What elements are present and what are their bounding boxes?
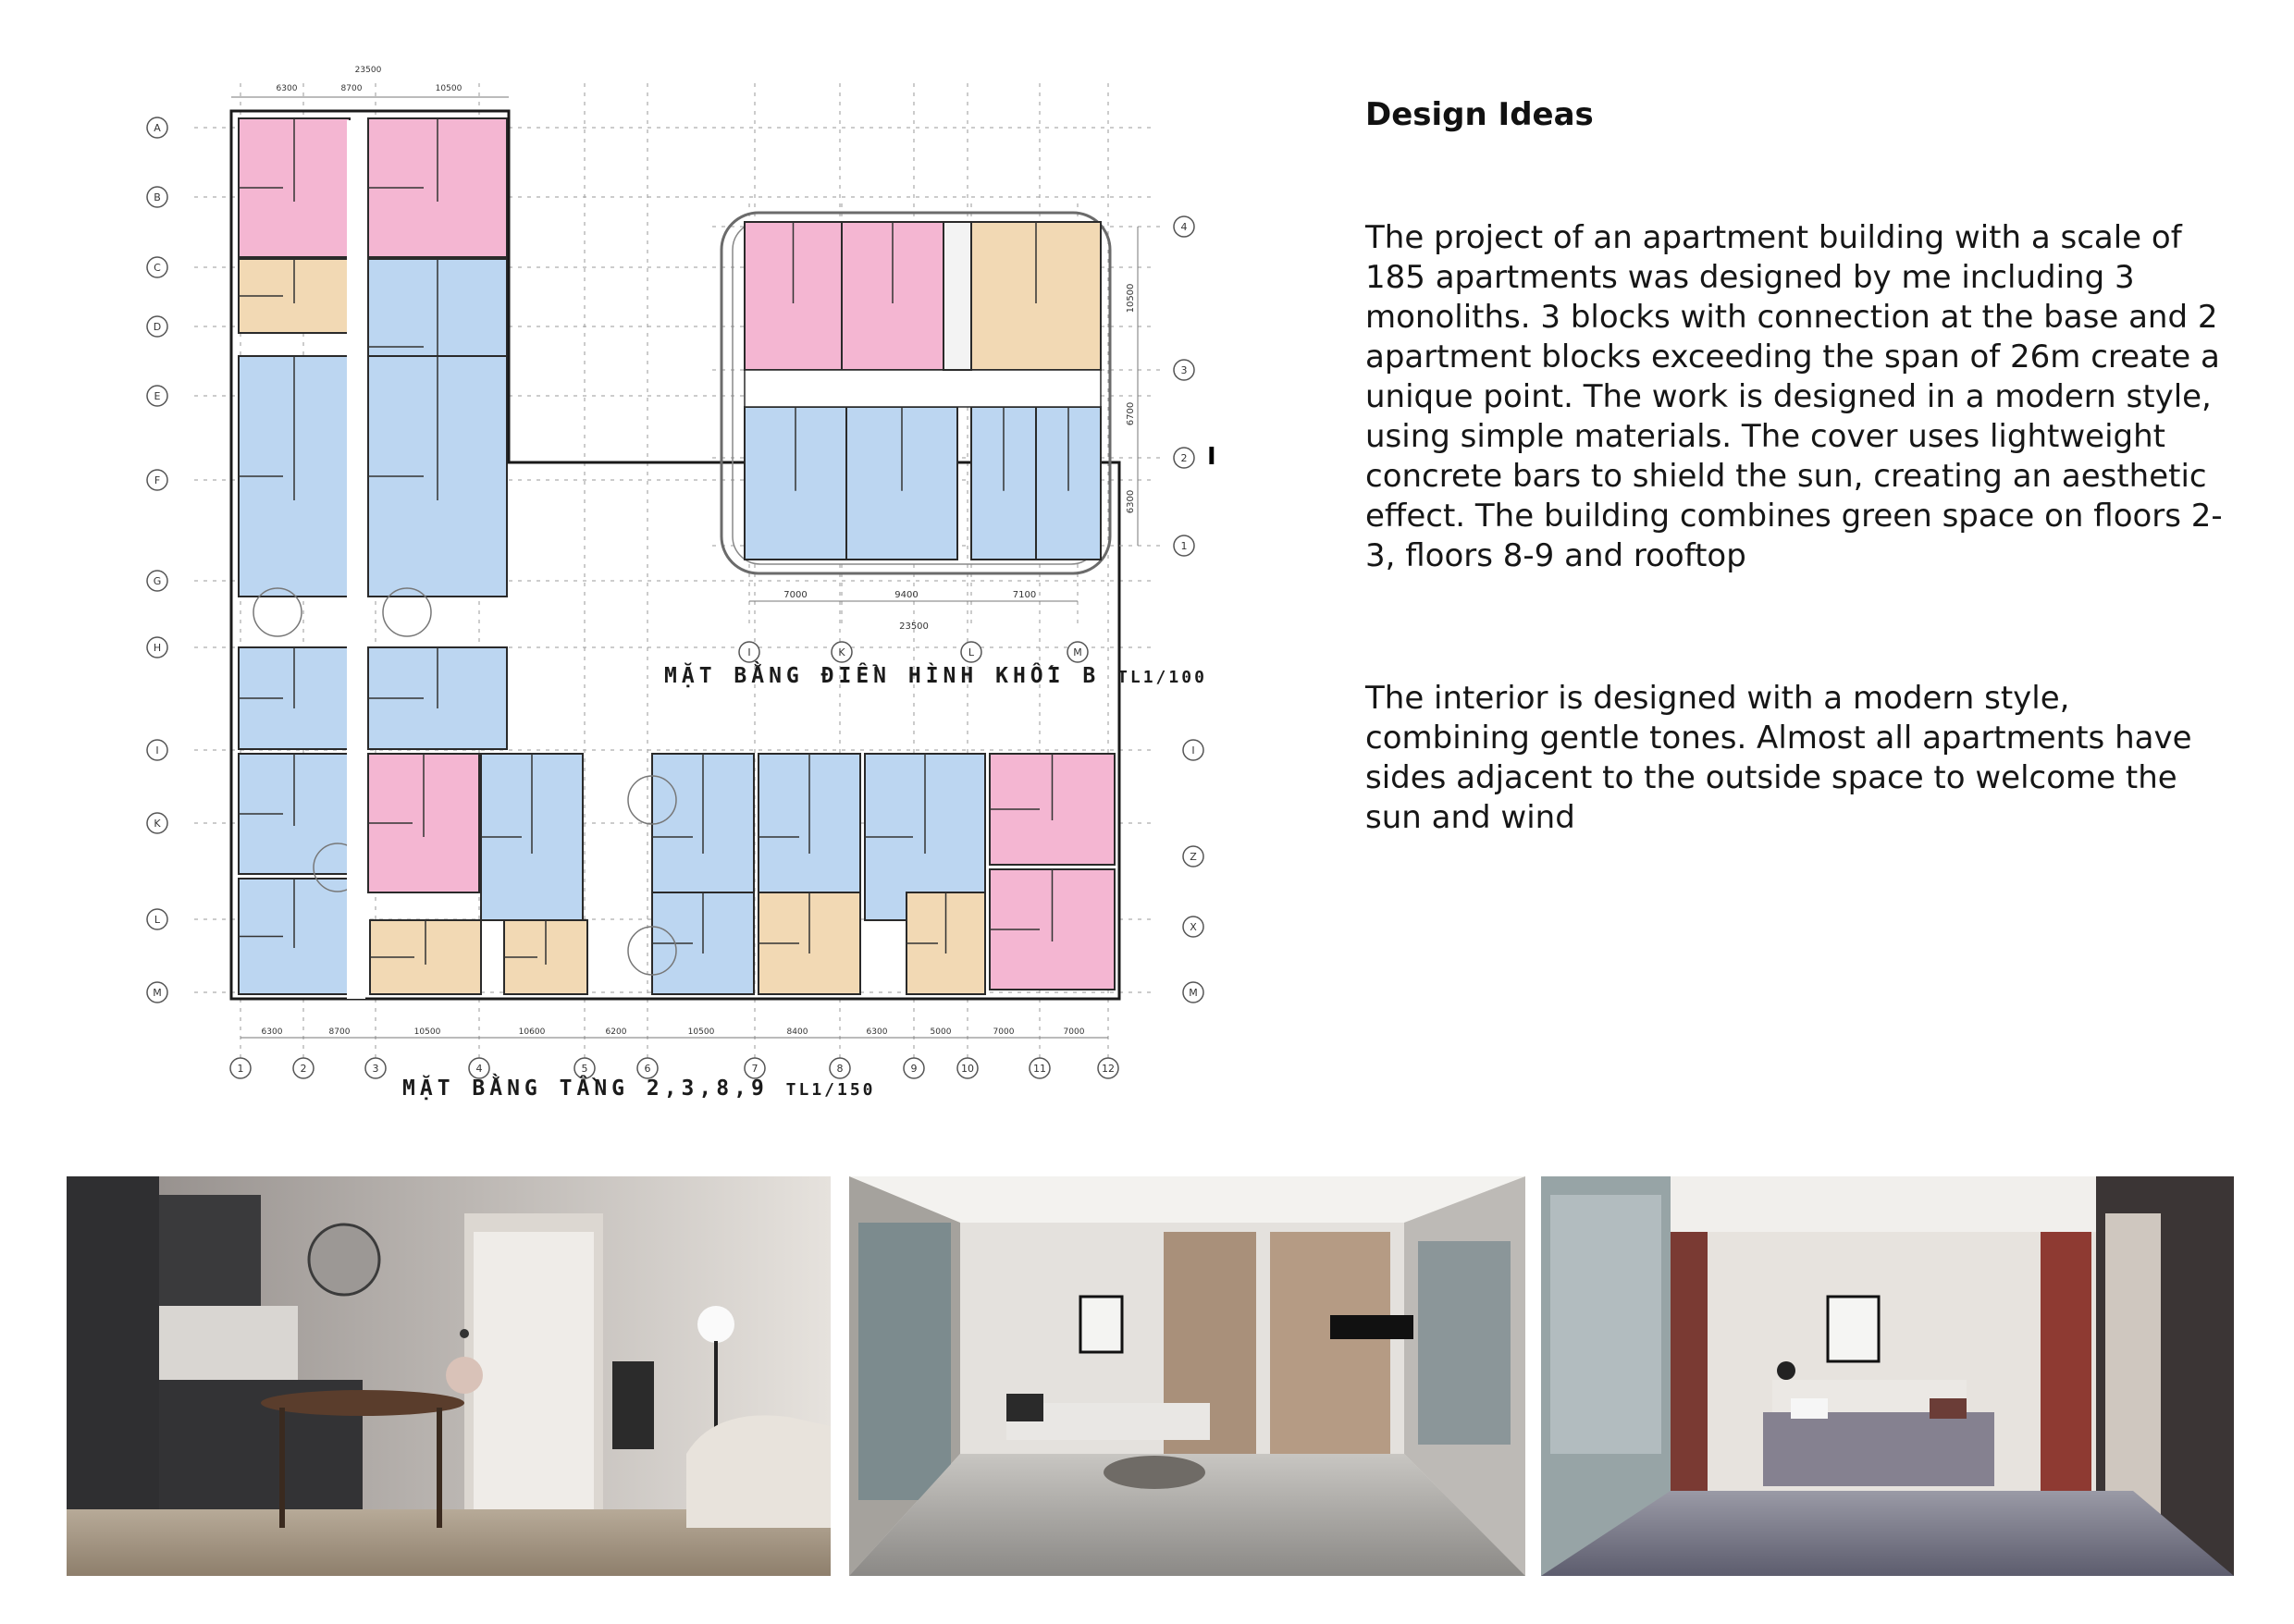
grid-col-7	[745, 1058, 765, 1078]
block-b-side-mark: I	[1207, 443, 1216, 471]
dimension-label: 23500	[354, 66, 382, 75]
grid-col-4	[469, 1058, 489, 1078]
block-b-plan	[703, 194, 1221, 675]
block-b-grid-row-2	[1174, 448, 1194, 468]
dimension-label: 10600	[518, 1027, 546, 1037]
grid-row-I	[147, 740, 167, 760]
svg-text:Z: Z	[1190, 851, 1197, 863]
grid-row-F	[147, 470, 167, 490]
kitchen-dining-render	[67, 1176, 831, 1576]
block-b-dimension-label: 6300	[1126, 489, 1136, 514]
block-b-grid-col-L	[961, 642, 981, 662]
grid-right-Z	[1183, 846, 1203, 867]
block-b-caption-main: MẶT BẰNG ĐIỂN HÌNH KHỐI B	[664, 664, 1101, 688]
description-paragraph-2: The interior is designed with a modern style, combining gentle tones. Almost all apartments have sides adjacent to the outside space to welcome the sun and wind	[1365, 680, 2192, 836]
block-b-dimension-label: 6700	[1126, 401, 1136, 426]
grid-col-6	[637, 1058, 658, 1078]
block-b-grid-bubbles-cols	[739, 642, 1088, 662]
block-b-grid-row-4	[1174, 216, 1194, 237]
dimension-label: 6300	[276, 84, 298, 93]
grid-row-K	[147, 813, 167, 833]
svg-text:3: 3	[1180, 364, 1188, 376]
block-b-bottom-dimensions	[749, 590, 1078, 632]
svg-text:1: 1	[237, 1063, 244, 1075]
grid-row-E	[147, 386, 167, 406]
grid-bubbles-cols	[230, 1058, 1118, 1078]
design-ideas-title: Design Ideas	[1365, 96, 1594, 133]
svg-text:K: K	[154, 818, 161, 830]
grid-row-D	[147, 316, 167, 337]
svg-text:12: 12	[1102, 1063, 1115, 1075]
grid-row-L	[147, 909, 167, 929]
svg-text:6: 6	[644, 1063, 651, 1075]
dimension-label: 6200	[605, 1027, 627, 1037]
svg-text:L: L	[968, 646, 975, 658]
dimension-label: 10500	[413, 1027, 441, 1037]
typical-floor-caption	[402, 1077, 876, 1101]
block-b-grid-col-K	[832, 642, 852, 662]
svg-text:D: D	[153, 321, 162, 333]
grid-bubbles-right	[1183, 740, 1203, 1003]
dimension-label: 7000	[1063, 1027, 1085, 1037]
block-b-dimension-label: 7100	[1012, 590, 1037, 600]
svg-text:4: 4	[475, 1063, 483, 1075]
grid-col-11	[1030, 1058, 1050, 1078]
svg-text:B: B	[154, 191, 161, 203]
svg-text:X: X	[1190, 921, 1197, 933]
grid-col-1	[230, 1058, 251, 1078]
grid-col-3	[365, 1058, 386, 1078]
svg-text:5: 5	[581, 1063, 588, 1075]
svg-text:3: 3	[372, 1063, 379, 1075]
block-b-units	[745, 222, 1101, 560]
grid-row-B	[147, 187, 167, 207]
svg-text:M: M	[153, 987, 162, 999]
block-b-core	[944, 222, 971, 370]
grid-right-M	[1183, 982, 1203, 1003]
svg-text:A: A	[154, 122, 161, 134]
svg-text:2: 2	[1180, 452, 1188, 464]
svg-text:M: M	[1189, 987, 1198, 999]
block-b-corridor	[745, 370, 1101, 407]
svg-text:E: E	[154, 390, 161, 402]
dimension-label: 8700	[328, 1027, 351, 1037]
grid-row-G	[147, 571, 167, 591]
top-dimensions	[231, 66, 509, 97]
grid-col-8	[830, 1058, 850, 1078]
block-b-grid-row-3	[1174, 360, 1194, 380]
block-b-grid-col-I	[739, 642, 759, 662]
block-b-dimension-label: 10500	[1126, 283, 1136, 314]
svg-text:10: 10	[961, 1063, 974, 1075]
block-b-caption-scale: TL1/100	[1117, 668, 1207, 687]
typical-floor-caption-scale: TL1/150	[785, 1080, 876, 1100]
block-b-caption	[664, 664, 1207, 688]
block-b-dimension-label: 9400	[894, 590, 919, 600]
grid-row-H	[147, 637, 167, 658]
grid-row-M	[147, 982, 167, 1003]
dimension-label: 5000	[930, 1027, 952, 1037]
svg-text:G: G	[153, 575, 162, 587]
bottom-dimensions	[240, 1027, 1108, 1038]
dimension-label: 8400	[786, 1027, 808, 1037]
svg-text:8: 8	[836, 1063, 844, 1075]
block-b-grid-col-M	[1067, 642, 1088, 662]
grid-col-5	[574, 1058, 595, 1078]
svg-text:K: K	[838, 646, 845, 658]
grid-row-C	[147, 257, 167, 277]
typical-floor-caption-main: MẶT BẰNG TẦNG 2,3,8,9	[402, 1077, 769, 1101]
grid-right-I	[1183, 740, 1203, 760]
grid-bubbles-rows	[147, 117, 167, 1003]
block-b-total-dimension: 23500	[899, 621, 929, 632]
svg-text:2: 2	[300, 1063, 307, 1075]
svg-text:L: L	[154, 914, 161, 926]
svg-text:M: M	[1073, 646, 1082, 658]
svg-text:11: 11	[1033, 1063, 1046, 1075]
block-b-dimension-label: 7000	[783, 590, 808, 600]
dimension-label: 6300	[866, 1027, 888, 1037]
dimension-label: 6300	[261, 1027, 283, 1037]
svg-text:I: I	[155, 744, 159, 757]
dimension-label: 7000	[993, 1027, 1015, 1037]
svg-text:4: 4	[1180, 221, 1188, 233]
svg-text:I: I	[747, 646, 751, 658]
description-paragraph-1: The project of an apartment building with a scale of 185 apartments was designed by me including 3 monoliths. 3 blocks with connection at the base and 2 apartment blocks exceeding the span of 26m create a unique point. The work is designed in a modern style, using simple materials. The cover uses lightweight concrete bars to shield the sun, creating an aesthetic effect. The building combines green space on floors 2-3, floors 8-9 and rooftop	[1365, 219, 2223, 574]
svg-text:1: 1	[1180, 540, 1188, 552]
svg-text:H: H	[153, 642, 162, 654]
dimension-label: 8700	[340, 84, 363, 93]
dimension-label: 10500	[435, 84, 462, 93]
grid-row-A	[147, 117, 167, 138]
block-b-grid-row-1	[1174, 535, 1194, 556]
living-room-render	[849, 1176, 1525, 1576]
grid-col-10	[957, 1058, 978, 1078]
block-b-grid-bubbles-rows	[1174, 216, 1194, 556]
bedroom-render	[1541, 1176, 2234, 1576]
svg-text:7: 7	[751, 1063, 758, 1075]
grid-col-2	[293, 1058, 314, 1078]
svg-text:F: F	[154, 474, 161, 486]
grid-right-X	[1183, 917, 1203, 937]
grid-col-12	[1098, 1058, 1118, 1078]
svg-text:C: C	[154, 262, 161, 274]
svg-text:9: 9	[910, 1063, 918, 1075]
svg-text:I: I	[1191, 744, 1195, 757]
dimension-label: 10500	[687, 1027, 715, 1037]
block-b-right-dimensions	[1126, 227, 1138, 546]
grid-col-9	[904, 1058, 924, 1078]
